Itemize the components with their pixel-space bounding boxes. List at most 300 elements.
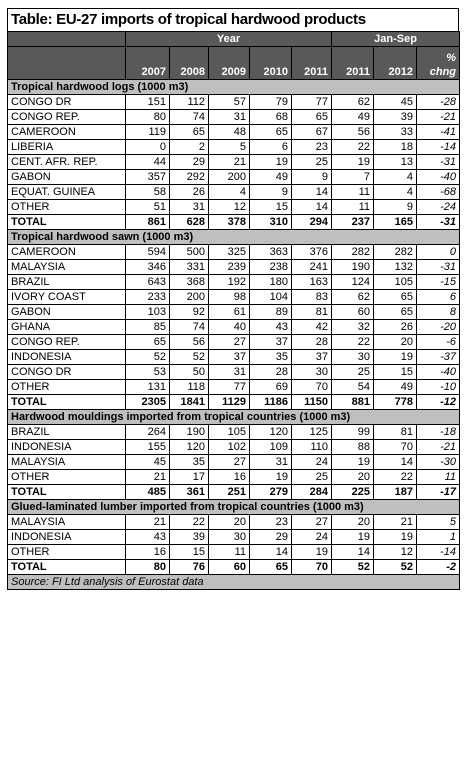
- section-header-row: [8, 500, 460, 515]
- value-cell: 346: [126, 260, 170, 275]
- change-cell: -68: [417, 185, 460, 200]
- table-row: [8, 290, 460, 305]
- table-row: [8, 425, 460, 440]
- value-cell: 28: [250, 365, 292, 380]
- change-cell: -18: [417, 425, 460, 440]
- value-cell: 27: [209, 335, 250, 350]
- value-cell: 109: [250, 440, 292, 455]
- value-cell: 105: [209, 425, 250, 440]
- value-cell: 74: [170, 110, 209, 125]
- table-row: [8, 380, 460, 395]
- row-label: CAMEROON: [8, 245, 126, 260]
- value-cell: 21: [209, 155, 250, 170]
- row-label: TOTAL: [8, 485, 126, 500]
- table-row: [8, 440, 460, 455]
- row-label: OTHER: [8, 200, 126, 215]
- section-header-row: [8, 410, 460, 425]
- table-row: [8, 530, 460, 545]
- value-cell: 12: [374, 545, 417, 560]
- value-cell: 52: [374, 560, 417, 575]
- header-blank-cell: [8, 32, 126, 47]
- value-cell: 49: [374, 380, 417, 395]
- value-cell: 31: [170, 200, 209, 215]
- value-cell: 19: [332, 455, 374, 470]
- change-cell: -31: [417, 260, 460, 275]
- value-cell: 70: [374, 440, 417, 455]
- change-cell: -41: [417, 125, 460, 140]
- value-cell: 861: [126, 215, 170, 230]
- total-row: [8, 215, 460, 230]
- value-cell: 104: [250, 290, 292, 305]
- value-cell: 89: [250, 305, 292, 320]
- table-row: [8, 275, 460, 290]
- change-cell: -14: [417, 140, 460, 155]
- header-change-bottom: chng: [429, 66, 457, 78]
- change-cell: -15: [417, 275, 460, 290]
- value-cell: 62: [332, 290, 374, 305]
- row-label: CONGO REP.: [8, 110, 126, 125]
- value-cell: 83: [292, 290, 332, 305]
- value-cell: 56: [170, 335, 209, 350]
- row-label: TOTAL: [8, 560, 126, 575]
- value-cell: 81: [374, 425, 417, 440]
- value-cell: 22: [332, 140, 374, 155]
- value-cell: 881: [332, 395, 374, 410]
- value-cell: 20: [332, 470, 374, 485]
- value-cell: 88: [332, 440, 374, 455]
- value-cell: 225: [332, 485, 374, 500]
- value-cell: 65: [374, 290, 417, 305]
- value-cell: 29: [250, 530, 292, 545]
- value-cell: 9: [374, 200, 417, 215]
- change-cell: -40: [417, 365, 460, 380]
- value-cell: 2305: [126, 395, 170, 410]
- value-cell: 24: [292, 455, 332, 470]
- value-cell: 485: [126, 485, 170, 500]
- change-cell: -40: [417, 170, 460, 185]
- value-cell: 368: [170, 275, 209, 290]
- value-cell: 19: [250, 470, 292, 485]
- value-cell: 58: [126, 185, 170, 200]
- value-cell: 14: [374, 455, 417, 470]
- value-cell: 331: [170, 260, 209, 275]
- value-cell: 292: [170, 170, 209, 185]
- header-year-group: Year: [126, 32, 332, 47]
- value-cell: 4: [374, 170, 417, 185]
- value-cell: 37: [209, 350, 250, 365]
- row-label: INDONESIA: [8, 440, 126, 455]
- value-cell: 30: [209, 530, 250, 545]
- value-cell: 238: [250, 260, 292, 275]
- value-cell: 26: [170, 185, 209, 200]
- value-cell: 85: [126, 320, 170, 335]
- value-cell: 155: [126, 440, 170, 455]
- value-cell: 376: [292, 245, 332, 260]
- section-header-row: [8, 230, 460, 245]
- value-cell: 105: [374, 275, 417, 290]
- value-cell: 80: [126, 110, 170, 125]
- table-panel: [7, 8, 459, 590]
- total-row: [8, 560, 460, 575]
- value-cell: 19: [332, 155, 374, 170]
- value-cell: 52: [126, 350, 170, 365]
- table-row: [8, 170, 460, 185]
- value-cell: 65: [374, 305, 417, 320]
- value-cell: 15: [170, 545, 209, 560]
- value-cell: 125: [292, 425, 332, 440]
- table-row: [8, 350, 460, 365]
- table-row: [8, 545, 460, 560]
- value-cell: 26: [374, 320, 417, 335]
- value-cell: 65: [250, 560, 292, 575]
- table-row: [8, 95, 460, 110]
- change-cell: -6: [417, 335, 460, 350]
- total-row: [8, 395, 460, 410]
- value-cell: 180: [250, 275, 292, 290]
- row-label: CAMEROON: [8, 125, 126, 140]
- value-cell: 11: [332, 200, 374, 215]
- value-cell: 20: [209, 515, 250, 530]
- row-label: BRAZIL: [8, 275, 126, 290]
- row-label: GABON: [8, 305, 126, 320]
- change-cell: 0: [417, 245, 460, 260]
- value-cell: 118: [170, 380, 209, 395]
- value-cell: 43: [250, 320, 292, 335]
- table-row: [8, 515, 460, 530]
- value-cell: 251: [209, 485, 250, 500]
- table-row: [8, 470, 460, 485]
- header-row-groups: [8, 32, 460, 47]
- header-col-2011: 2011: [292, 47, 332, 80]
- row-label: TOTAL: [8, 215, 126, 230]
- value-cell: 7: [332, 170, 374, 185]
- value-cell: 70: [292, 380, 332, 395]
- header-row-columns: [8, 47, 460, 80]
- value-cell: 65: [170, 125, 209, 140]
- section-title: Tropical hardwood sawn (1000 m3): [8, 230, 460, 245]
- value-cell: 264: [126, 425, 170, 440]
- value-cell: 284: [292, 485, 332, 500]
- value-cell: 151: [126, 95, 170, 110]
- value-cell: 165: [374, 215, 417, 230]
- table-row: [8, 200, 460, 215]
- value-cell: 13: [374, 155, 417, 170]
- value-cell: 31: [209, 110, 250, 125]
- table-row: [8, 320, 460, 335]
- value-cell: 279: [250, 485, 292, 500]
- change-cell: -14: [417, 545, 460, 560]
- value-cell: 19: [332, 530, 374, 545]
- value-cell: 43: [126, 530, 170, 545]
- value-cell: 53: [126, 365, 170, 380]
- value-cell: 14: [292, 200, 332, 215]
- value-cell: 14: [292, 185, 332, 200]
- header-jansep-group: Jan-Sep: [332, 32, 460, 47]
- value-cell: 190: [170, 425, 209, 440]
- row-label: OTHER: [8, 470, 126, 485]
- value-cell: 62: [332, 95, 374, 110]
- value-cell: 23: [250, 515, 292, 530]
- value-cell: 15: [374, 365, 417, 380]
- value-cell: 60: [332, 305, 374, 320]
- change-cell: -21: [417, 440, 460, 455]
- header-col-2012-jansep: 2012: [374, 47, 417, 80]
- value-cell: 594: [126, 245, 170, 260]
- value-cell: 80: [126, 560, 170, 575]
- value-cell: 163: [292, 275, 332, 290]
- change-cell: 8: [417, 305, 460, 320]
- value-cell: 294: [292, 215, 332, 230]
- row-label: MALAYSIA: [8, 260, 126, 275]
- change-cell: -12: [417, 395, 460, 410]
- value-cell: 28: [292, 335, 332, 350]
- value-cell: 14: [332, 545, 374, 560]
- value-cell: 20: [332, 515, 374, 530]
- row-label: INDONESIA: [8, 530, 126, 545]
- value-cell: 60: [209, 560, 250, 575]
- row-label: OTHER: [8, 380, 126, 395]
- value-cell: 65: [126, 335, 170, 350]
- value-cell: 54: [332, 380, 374, 395]
- value-cell: 20: [374, 335, 417, 350]
- value-cell: 500: [170, 245, 209, 260]
- value-cell: 6: [250, 140, 292, 155]
- source-note: Source: FI Ltd analysis of Eurostat data: [8, 575, 460, 590]
- table-row: [8, 155, 460, 170]
- value-cell: 19: [292, 545, 332, 560]
- change-cell: -31: [417, 215, 460, 230]
- value-cell: 325: [209, 245, 250, 260]
- value-cell: 4: [374, 185, 417, 200]
- header-col-2009: 2009: [209, 47, 250, 80]
- value-cell: 52: [332, 560, 374, 575]
- value-cell: 81: [292, 305, 332, 320]
- value-cell: 112: [170, 95, 209, 110]
- value-cell: 11: [332, 185, 374, 200]
- value-cell: 14: [250, 545, 292, 560]
- value-cell: 1841: [170, 395, 209, 410]
- value-cell: 51: [126, 200, 170, 215]
- value-cell: 68: [250, 110, 292, 125]
- value-cell: 192: [209, 275, 250, 290]
- table-row: [8, 185, 460, 200]
- table-row: [8, 365, 460, 380]
- change-cell: -24: [417, 200, 460, 215]
- table-row: [8, 125, 460, 140]
- change-cell: -30: [417, 455, 460, 470]
- value-cell: 52: [170, 350, 209, 365]
- value-cell: 77: [292, 95, 332, 110]
- value-cell: 35: [170, 455, 209, 470]
- value-cell: 241: [292, 260, 332, 275]
- value-cell: 21: [126, 515, 170, 530]
- value-cell: 233: [126, 290, 170, 305]
- row-label: CONGO DR: [8, 95, 126, 110]
- value-cell: 110: [292, 440, 332, 455]
- change-cell: 6: [417, 290, 460, 305]
- value-cell: 22: [332, 335, 374, 350]
- value-cell: 282: [332, 245, 374, 260]
- value-cell: 30: [292, 365, 332, 380]
- change-cell: -17: [417, 485, 460, 500]
- value-cell: 42: [292, 320, 332, 335]
- value-cell: 65: [292, 110, 332, 125]
- value-cell: 31: [209, 365, 250, 380]
- value-cell: 200: [209, 170, 250, 185]
- value-cell: 120: [250, 425, 292, 440]
- value-cell: 18: [374, 140, 417, 155]
- value-cell: 4: [209, 185, 250, 200]
- value-cell: 5: [209, 140, 250, 155]
- section-title: Glued-laminated lumber imported from tropical countries (1000 m3): [8, 500, 460, 515]
- value-cell: 187: [374, 485, 417, 500]
- value-cell: 33: [374, 125, 417, 140]
- change-cell: -2: [417, 560, 460, 575]
- source-row: [8, 575, 460, 590]
- value-cell: 69: [250, 380, 292, 395]
- row-label: GABON: [8, 170, 126, 185]
- value-cell: 378: [209, 215, 250, 230]
- value-cell: 119: [126, 125, 170, 140]
- table-row: [8, 455, 460, 470]
- value-cell: 79: [250, 95, 292, 110]
- value-cell: 25: [332, 365, 374, 380]
- value-cell: 24: [292, 530, 332, 545]
- row-label: CONGO DR: [8, 365, 126, 380]
- value-cell: 27: [292, 515, 332, 530]
- value-cell: 9: [292, 170, 332, 185]
- value-cell: 103: [126, 305, 170, 320]
- table-row: [8, 245, 460, 260]
- value-cell: 92: [170, 305, 209, 320]
- change-cell: 1: [417, 530, 460, 545]
- value-cell: 19: [374, 350, 417, 365]
- value-cell: 25: [292, 470, 332, 485]
- table-row: [8, 260, 460, 275]
- row-label: GHANA: [8, 320, 126, 335]
- value-cell: 282: [374, 245, 417, 260]
- header-change-top: %: [446, 52, 457, 64]
- value-cell: 1186: [250, 395, 292, 410]
- section-title: Tropical hardwood logs (1000 m3): [8, 80, 460, 95]
- value-cell: 48: [209, 125, 250, 140]
- value-cell: 29: [170, 155, 209, 170]
- change-cell: 5: [417, 515, 460, 530]
- row-label: TOTAL: [8, 395, 126, 410]
- value-cell: 120: [170, 440, 209, 455]
- value-cell: 124: [332, 275, 374, 290]
- value-cell: 21: [126, 470, 170, 485]
- row-label: LIBERIA: [8, 140, 126, 155]
- value-cell: 363: [250, 245, 292, 260]
- value-cell: 56: [332, 125, 374, 140]
- value-cell: 357: [126, 170, 170, 185]
- table-row: [8, 140, 460, 155]
- row-label: CONGO REP.: [8, 335, 126, 350]
- value-cell: 643: [126, 275, 170, 290]
- header-col-change: [417, 47, 460, 80]
- value-cell: 65: [250, 125, 292, 140]
- value-cell: 0: [126, 140, 170, 155]
- value-cell: 35: [250, 350, 292, 365]
- value-cell: 200: [170, 290, 209, 305]
- value-cell: 1150: [292, 395, 332, 410]
- value-cell: 22: [170, 515, 209, 530]
- value-cell: 361: [170, 485, 209, 500]
- value-cell: 2: [170, 140, 209, 155]
- row-label: EQUAT. GUINEA: [8, 185, 126, 200]
- value-cell: 70: [292, 560, 332, 575]
- change-cell: -10: [417, 380, 460, 395]
- value-cell: 239: [209, 260, 250, 275]
- header-col-2008: 2008: [170, 47, 209, 80]
- table-row: [8, 110, 460, 125]
- value-cell: 31: [250, 455, 292, 470]
- value-cell: 628: [170, 215, 209, 230]
- header-col-2010: 2010: [250, 47, 292, 80]
- value-cell: 76: [170, 560, 209, 575]
- row-label: IVORY COAST: [8, 290, 126, 305]
- value-cell: 21: [374, 515, 417, 530]
- value-cell: 39: [374, 110, 417, 125]
- change-cell: -20: [417, 320, 460, 335]
- value-cell: 131: [126, 380, 170, 395]
- value-cell: 190: [332, 260, 374, 275]
- value-cell: 67: [292, 125, 332, 140]
- value-cell: 98: [209, 290, 250, 305]
- change-cell: -31: [417, 155, 460, 170]
- value-cell: 40: [209, 320, 250, 335]
- row-label: BRAZIL: [8, 425, 126, 440]
- value-cell: 50: [170, 365, 209, 380]
- value-cell: 49: [332, 110, 374, 125]
- row-label: CENT. AFR. REP.: [8, 155, 126, 170]
- value-cell: 19: [374, 530, 417, 545]
- change-cell: -37: [417, 350, 460, 365]
- value-cell: 22: [374, 470, 417, 485]
- value-cell: 27: [209, 455, 250, 470]
- value-cell: 45: [374, 95, 417, 110]
- value-cell: 12: [209, 200, 250, 215]
- value-cell: 74: [170, 320, 209, 335]
- value-cell: 132: [374, 260, 417, 275]
- table-row: [8, 305, 460, 320]
- value-cell: 49: [250, 170, 292, 185]
- table-row: [8, 335, 460, 350]
- row-label: MALAYSIA: [8, 455, 126, 470]
- row-label: MALAYSIA: [8, 515, 126, 530]
- value-cell: 310: [250, 215, 292, 230]
- header-col-2011-jansep: 2011: [332, 47, 374, 80]
- value-cell: 23: [292, 140, 332, 155]
- value-cell: 99: [332, 425, 374, 440]
- value-cell: 15: [250, 200, 292, 215]
- value-cell: 44: [126, 155, 170, 170]
- value-cell: 61: [209, 305, 250, 320]
- value-cell: 778: [374, 395, 417, 410]
- value-cell: 11: [209, 545, 250, 560]
- table-title: Table: EU-27 imports of tropical hardwood products: [7, 8, 459, 31]
- value-cell: 19: [250, 155, 292, 170]
- header-blank-cell: [8, 47, 126, 80]
- value-cell: 17: [170, 470, 209, 485]
- value-cell: 16: [209, 470, 250, 485]
- change-cell: 11: [417, 470, 460, 485]
- section-header-row: [8, 80, 460, 95]
- value-cell: 32: [332, 320, 374, 335]
- row-label: OTHER: [8, 545, 126, 560]
- value-cell: 16: [126, 545, 170, 560]
